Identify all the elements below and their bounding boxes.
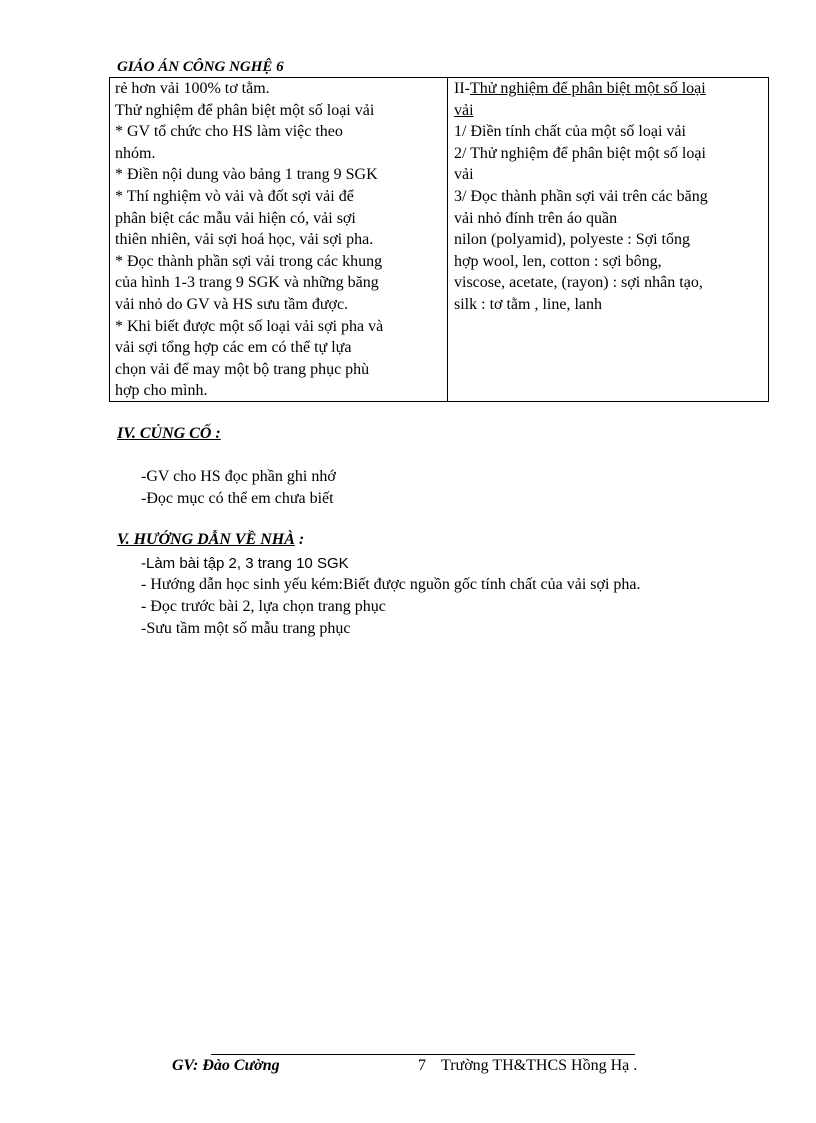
left-line: * GV tổ chức cho HS làm việc theo <box>115 123 343 141</box>
right-line: nilon (polyamid), polyeste : Sợi tổng <box>454 231 690 249</box>
right-heading-line1: Thử nghiệm để phân biệt một số loại <box>469 80 706 97</box>
section-4-heading <box>117 425 221 443</box>
left-line: * Đọc thành phần sợi vải trong các khung <box>115 252 383 270</box>
left-line: * Thí nghiệm vò vải và đốt sợi vải để <box>115 187 354 205</box>
footer-rule <box>211 1054 635 1055</box>
left-line: phân biệt các mẫu vải hiện có, vải sợi <box>115 209 356 227</box>
section-4-heading-text: IV. CỦNG CỐ : <box>117 425 221 442</box>
right-line: 3/ Đọc thành phần sợi vải trên các băng <box>454 187 708 205</box>
right-line: silk : tơ tằm , line, lanh <box>454 295 602 313</box>
left-line: * Khi biết được một số loại vải sợi pha và <box>115 317 384 335</box>
left-line: vải sợi tổng hợp các em có thể tự lựa <box>115 339 352 357</box>
left-line: vải nhỏ do GV và HS sưu tầm được. <box>115 295 349 313</box>
section-5-item: - Hướng dẫn học sinh yếu kém:Biết được nguồn gốc tính chất của vải sợi pha. <box>141 576 641 593</box>
right-line: 2/ Thử nghiệm để phân biệt một số loại <box>454 144 706 162</box>
right-heading-prefix: II- <box>454 80 470 97</box>
footer-teacher: GV: Đào Cường <box>172 1057 280 1074</box>
left-line: rẻ hơn vải 100% tơ tằm. <box>115 80 270 97</box>
right-line: viscose, acetate, (rayon) : sợi nhân tạo, <box>454 274 703 292</box>
left-line: nhóm. <box>115 144 156 162</box>
footer-school: Trường TH&THCS Hồng Hạ . <box>441 1057 638 1074</box>
right-heading-line2: vải <box>454 101 474 119</box>
teacher-activities-column <box>110 78 448 401</box>
section-5-item: -Làm bài tập 2, 3 trang 10 SGK <box>141 555 349 572</box>
section-4-item: -Đọc mục có thể em chưa biết <box>141 490 334 507</box>
right-heading <box>454 78 764 100</box>
right-line: vải nhỏ đính trên áo quần <box>454 209 618 227</box>
left-line: * Điền nội dung vào bảng 1 trang 9 SGK <box>115 166 378 184</box>
lesson-table <box>109 77 769 402</box>
section-5-heading-text: V. HƯỚNG DẪN VỀ NHÀ <box>117 531 295 548</box>
left-line: Thử nghiệm để phân biệt một số loại vải <box>115 101 375 119</box>
left-line: hợp cho mình. <box>115 382 208 400</box>
section-4-item: -GV cho HS đọc phần ghi nhớ <box>141 468 336 485</box>
right-line: hợp wool, len, cotton : sợi bông, <box>454 252 662 270</box>
footer-page-number: 7 <box>418 1057 426 1074</box>
section-5-heading <box>117 531 304 549</box>
section-5-item: -Sưu tầm một số mẫu trang phục <box>141 620 351 637</box>
page-header-title: GIÁO ÁN CÔNG NGHỆ 6 <box>117 57 570 78</box>
left-line: của hình 1-3 trang 9 SGK và những băng <box>115 274 379 292</box>
left-line: thiên nhiên, vải sợi hoá học, vải sợi pha. <box>115 231 374 249</box>
section-5-item: - Đọc trước bài 2, lựa chọn trang phục <box>141 598 386 615</box>
section-5-heading-suffix: : <box>294 531 305 548</box>
right-line: 1/ Điền tính chất của một số loại vải <box>454 123 686 141</box>
right-line: vải <box>454 166 474 184</box>
right-heading-continued <box>454 100 764 122</box>
left-line: chọn vải để may một bộ trang phục phù <box>115 360 370 378</box>
content-column <box>448 78 768 401</box>
